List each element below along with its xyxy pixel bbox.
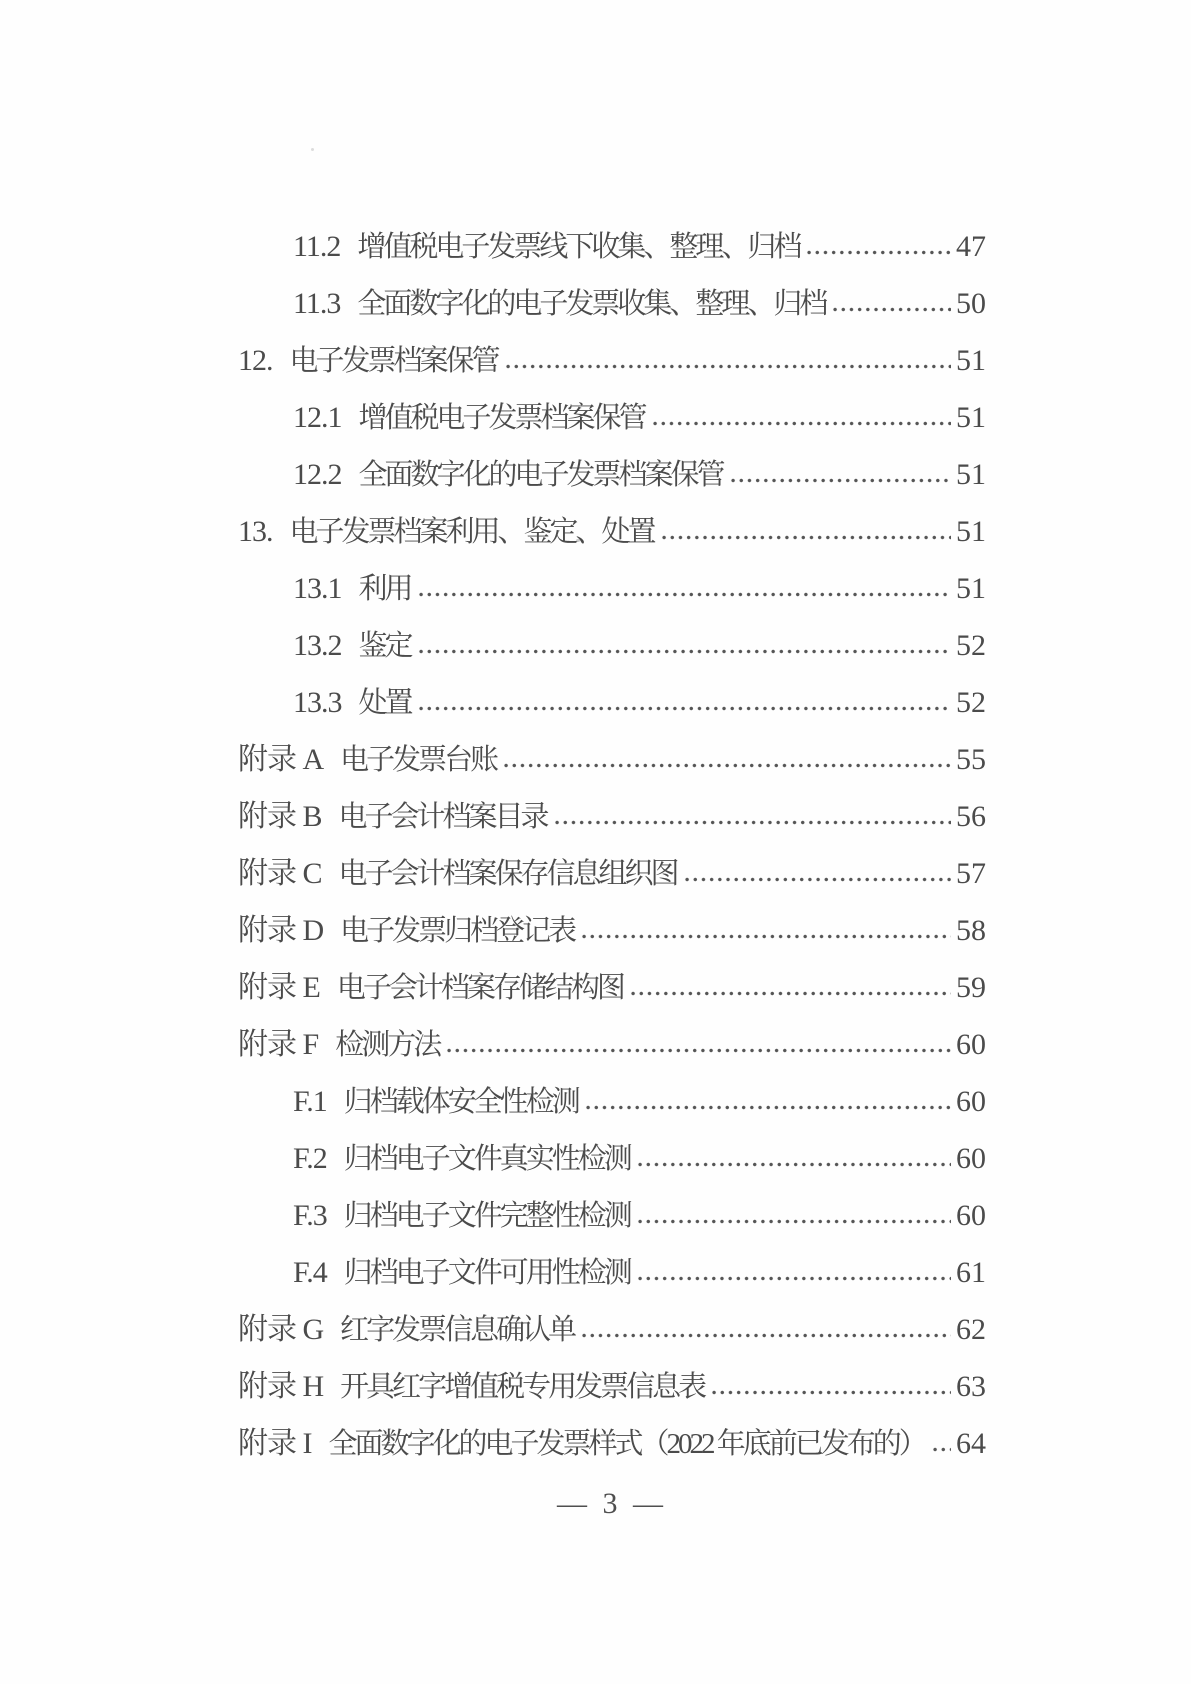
dot-leader	[636, 1218, 951, 1225]
toc-entry-page-number: 51	[956, 344, 986, 377]
toc-entry-title: 电子发票归档登记表	[340, 915, 575, 947]
toc-entry-number: F.3	[293, 1199, 327, 1232]
dot-leader	[445, 1047, 951, 1054]
page-footer	[238, 1486, 986, 1522]
dot-leader	[580, 933, 951, 940]
toc-entry-page-number: 62	[956, 1313, 986, 1346]
dot-leader	[502, 762, 951, 769]
toc-entry-number: 附录 A	[238, 743, 324, 776]
toc-entry-page-number: 50	[956, 287, 986, 320]
toc-entry-number: 附录 F	[238, 1028, 319, 1061]
toc-entry	[238, 1358, 986, 1415]
dot-leader	[553, 819, 951, 826]
toc-entry-title: 全面数字化的电子发票档案保管	[358, 459, 723, 491]
toc-entry	[238, 446, 986, 503]
dot-leader	[629, 990, 951, 997]
toc-entry-number: 附录 H	[238, 1370, 324, 1403]
toc-entry-page-number: 64	[956, 1427, 986, 1460]
toc-entry-title: 鉴定	[358, 630, 411, 662]
toc-entry-title: 检测方法	[335, 1029, 440, 1061]
toc-entry-page-number: 58	[956, 914, 986, 947]
toc-entry-title: 归档电子文件真实性检测	[343, 1143, 630, 1175]
toc-entry-title: 电子会计档案保存信息组织图	[338, 858, 677, 890]
toc-entry-page-number: 52	[956, 629, 986, 662]
scan-speckle	[576, 539, 580, 542]
toc-entry-page-number: 51	[956, 572, 986, 605]
toc-entry-title: 归档电子文件可用性检测	[343, 1257, 630, 1289]
dot-leader	[710, 1389, 951, 1396]
toc-entry-number: 12.	[238, 344, 273, 377]
toc-entry-page-number: 51	[956, 515, 986, 548]
toc-entry	[238, 1073, 986, 1130]
toc-entry-title: 电子发票台账	[340, 744, 497, 776]
toc-entry-page-number: 60	[956, 1142, 986, 1175]
toc-entry-number: 附录 D	[238, 914, 324, 947]
toc-entry-number: F.1	[293, 1085, 327, 1118]
toc-entry	[238, 560, 986, 617]
toc-entry-number: 附录 G	[238, 1313, 324, 1346]
dot-leader	[651, 420, 951, 427]
footer-page-number: — 3 —	[557, 1487, 667, 1520]
toc-entry-number: 13.1	[293, 572, 342, 605]
toc-entry-number: 12.1	[293, 401, 342, 434]
toc-entry	[238, 1415, 986, 1472]
toc-entry-page-number: 59	[956, 971, 986, 1004]
toc-entry-number: 13.2	[293, 629, 342, 662]
toc-entry-page-number: 60	[956, 1028, 986, 1061]
toc-entry-page-number: 47	[956, 230, 986, 263]
toc-entry	[238, 674, 986, 731]
dot-leader	[683, 876, 951, 883]
dot-leader	[729, 477, 951, 484]
toc-entry-title: 全面数字化的电子发票收集、整理、归档	[357, 288, 826, 320]
dot-leader	[660, 534, 951, 541]
toc-entry	[238, 959, 986, 1016]
dot-leader	[417, 648, 951, 655]
toc-entry-number: 附录 I	[238, 1427, 312, 1460]
toc-entry-number: 附录 B	[238, 800, 322, 833]
dot-leader	[417, 705, 951, 712]
toc-entry-title: 开具红字增值税专用发票信息表	[340, 1371, 705, 1403]
toc-entry-title: 电子会计档案目录	[338, 801, 547, 833]
dot-leader	[636, 1275, 951, 1282]
toc-entry-title: 红字发票信息确认单	[340, 1314, 575, 1346]
toc-entry-page-number: 60	[956, 1085, 986, 1118]
toc-entry-title: 处置	[358, 687, 411, 719]
toc-entry-page-number: 51	[956, 458, 986, 491]
toc-entry-page-number: 60	[956, 1199, 986, 1232]
scan-speckle	[311, 148, 314, 151]
toc-entry-title: 增值税电子发票线下收集、整理、归档	[357, 231, 800, 263]
dot-leader	[931, 1446, 951, 1453]
toc-entry-number: 12.2	[293, 458, 342, 491]
toc-entry-title: 归档电子文件完整性检测	[343, 1200, 630, 1232]
toc-entry-title: 电子会计档案存储结构图	[336, 972, 623, 1004]
dot-leader	[636, 1161, 951, 1168]
toc-entry-number: 附录 C	[238, 857, 322, 890]
toc-entry	[238, 902, 986, 959]
toc-entry	[238, 1244, 986, 1301]
toc-entry-title: 电子发票档案利用、鉴定、处置	[289, 516, 654, 548]
dot-leader	[805, 249, 951, 256]
toc-entry-title: 电子发票档案保管	[289, 345, 498, 377]
toc-entry	[238, 1187, 986, 1244]
toc-entry-number: 13.3	[293, 686, 342, 719]
toc-entry-number: F.4	[293, 1256, 327, 1289]
dot-leader	[580, 1332, 951, 1339]
toc-entry-number: 11.3	[293, 287, 341, 320]
dot-leader	[417, 591, 951, 598]
toc-entry-page-number: 56	[956, 800, 986, 833]
toc-entry-title: 全面数字化的电子发票样式（2022 年底前已发布的）	[328, 1428, 925, 1460]
toc-entry-page-number: 55	[956, 743, 986, 776]
toc-entry-title: 利用	[358, 573, 411, 605]
toc-entry	[238, 1301, 986, 1358]
toc-entry	[238, 503, 986, 560]
dot-leader	[584, 1104, 951, 1111]
toc-entry-page-number: 51	[956, 401, 986, 434]
toc-entry	[238, 1130, 986, 1187]
toc-entry	[238, 731, 986, 788]
toc-entry-page-number: 52	[956, 686, 986, 719]
toc-entry-page-number: 57	[956, 857, 986, 890]
toc-entry-page-number: 63	[956, 1370, 986, 1403]
toc-entry-number: F.2	[293, 1142, 327, 1175]
toc-entry	[238, 218, 986, 275]
toc-entry-number: 11.2	[293, 230, 341, 263]
dot-leader	[831, 306, 951, 313]
toc-entry-title: 增值税电子发票档案保管	[358, 402, 645, 434]
toc-entry-number: 附录 E	[238, 971, 320, 1004]
toc-entry-number: 13.	[238, 515, 273, 548]
toc-entry-page-number: 61	[956, 1256, 986, 1289]
toc-list	[238, 218, 986, 1472]
toc-entry	[238, 332, 986, 389]
toc-entry	[238, 275, 986, 332]
toc-entry	[238, 389, 986, 446]
toc-entry-title: 归档载体安全性检测	[343, 1086, 578, 1118]
toc-entry	[238, 788, 986, 845]
dot-leader	[504, 363, 951, 370]
toc-entry	[238, 1016, 986, 1073]
toc-entry	[238, 617, 986, 674]
toc-entry	[238, 845, 986, 902]
